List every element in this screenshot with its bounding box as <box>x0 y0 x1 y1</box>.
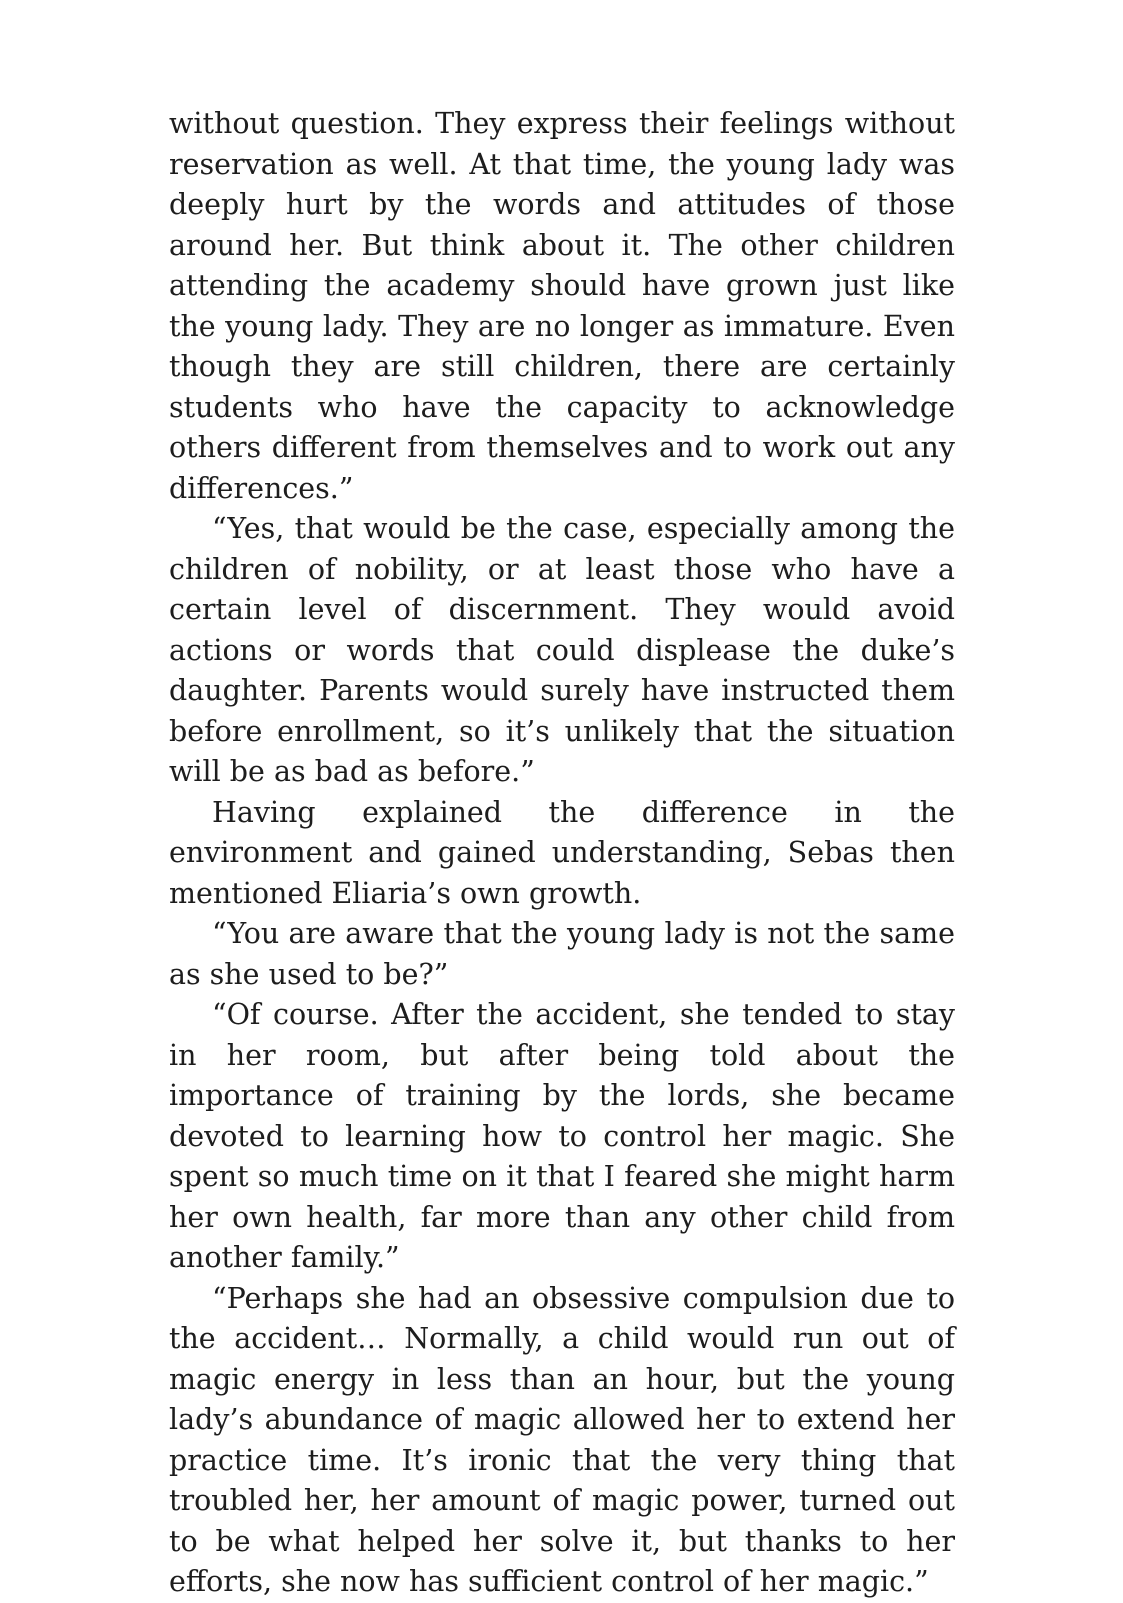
book-page <box>169 104 955 1603</box>
paragraph-5: “Of course. After the accident, she tended to stay in her room, but after being told about the importance of training by the lords, she became devoted to learning how to control her magic. She spent so much time on it that I feared she might harm her own health, far more than any other child from another family.” <box>169 998 955 1274</box>
paragraph-1: without question. They express their feelings without reservation as well. At that time, the young lady was deeply hurt by the words and attitudes of those around her. But think about it. The other children attending the academy should have grown just like the young lady. They are no longer as immature. Even though they are still children, there are certainly students who have the capacity to acknowledge others different from themselves and to work out any differences.” <box>169 107 955 505</box>
paragraph-4: “You are aware that the young lady is not the same as she used to be?” <box>169 917 955 991</box>
paragraph-3: Having explained the difference in the environment and gained understanding, Sebas then mentioned Eliaria’s own growth. <box>169 795 955 910</box>
paragraph-2: “Yes, that would be the case, especially among the children of nobility, or at least those who have a certain level of discernment. They would avoid actions or words that could displease the duke’s daughter. Parents would surely have instructed them before enrollment, so it’s unlikely that the situation will be as bad as before.” <box>169 512 955 788</box>
paragraph-6: “Perhaps she had an obsessive compulsion due to the accident… Normally, a child would run out of magic energy in less than an hour, but the young lady’s abundance of magic allowed her to extend her practice time. It’s ironic that the very thing that troubled her, her amount of magic power, turned out to be what helped her solve it, but thanks to her efforts, she now has sufficient control of her magic.” <box>169 1281 955 1598</box>
